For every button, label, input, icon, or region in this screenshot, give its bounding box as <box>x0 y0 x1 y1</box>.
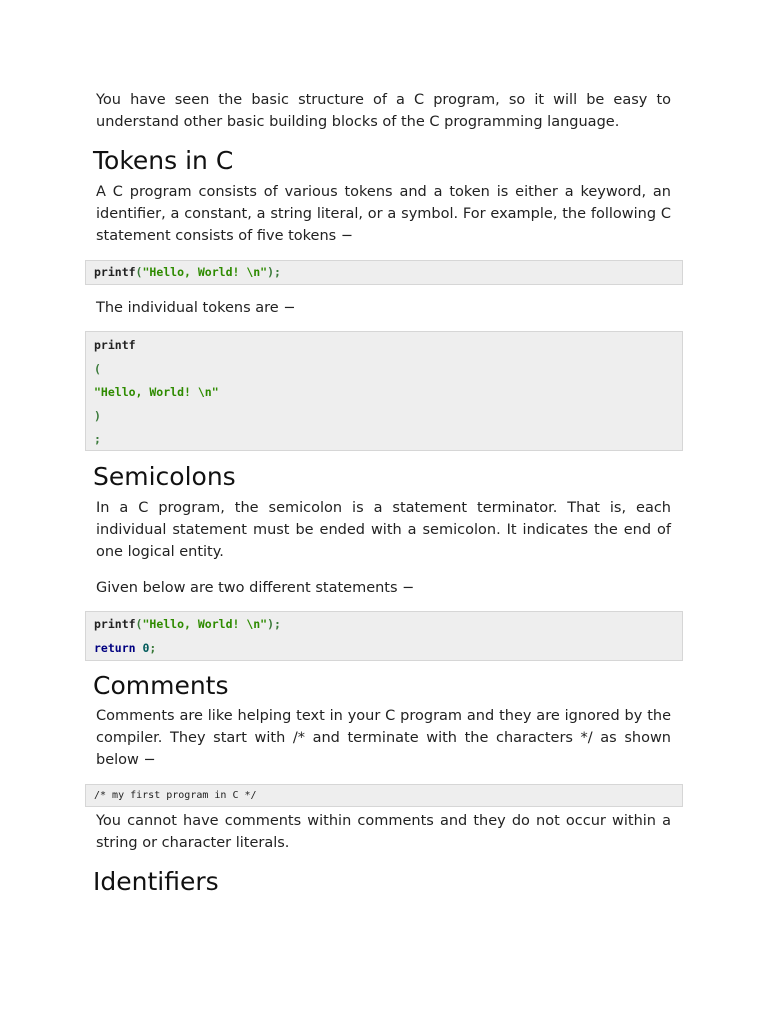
token-line: printf <box>94 338 136 352</box>
semicolons-paragraph: In a C program, the semicolon is a statement terminator. That is, each individual statement must be ended with a semicolon. It indicates the end of one logical entity. <box>96 500 671 560</box>
code-string: "Hello, World! \n" <box>142 617 268 631</box>
tokens-paragraph: A C program consists of various tokens and a token is either a keyword, an identifier, a constant, a string literal, or a symbol. For example, the following C statement consists of five tokens − <box>96 184 671 244</box>
token-line: ( <box>94 361 101 376</box>
code-line <box>94 613 682 637</box>
intro-paragraph: You have seen the basic structure of a C program, so it will be easy to understand other basic building blocks of the C programming language. <box>96 92 671 130</box>
given-below-label: Given below are two different statements − <box>96 580 415 596</box>
heading-tokens: Tokens in C <box>93 146 234 175</box>
heading-identifiers: Identifiers <box>93 867 219 896</box>
comments-note: You cannot have comments within comments and they do not occur within a string or character literals. <box>96 813 671 851</box>
code-punct: ); <box>267 617 281 631</box>
code-punct: ( <box>135 265 143 279</box>
code-function: printf <box>94 617 136 631</box>
heading-semicolons: Semicolons <box>93 462 236 491</box>
code-string: "Hello, World! \n" <box>142 265 268 279</box>
code-line: /* my first program in C */ <box>94 790 257 801</box>
individual-tokens-label: The individual tokens are − <box>96 300 296 316</box>
code-block-comment <box>85 784 683 807</box>
heading-comments: Comments <box>93 671 229 700</box>
token-line: ) <box>94 408 101 423</box>
comments-paragraph: Comments are like helping text in your C program and they are ignored by the compiler. They start with /* and terminate with the characters */ as shown below − <box>96 708 671 768</box>
code-block-printf <box>85 260 683 285</box>
code-punct: ; <box>149 640 157 655</box>
code-block-statements <box>85 611 683 661</box>
code-block-token-list <box>85 331 683 451</box>
code-punct: ( <box>135 617 143 631</box>
code-function: printf <box>94 265 136 279</box>
code-number: 0 <box>142 640 150 655</box>
code-punct: ); <box>267 265 281 279</box>
token-line: ; <box>94 432 101 446</box>
code-keyword: return <box>94 640 136 655</box>
token-line: "Hello, World! \n" <box>94 385 219 399</box>
code-line <box>94 261 682 285</box>
code-line <box>94 637 682 661</box>
